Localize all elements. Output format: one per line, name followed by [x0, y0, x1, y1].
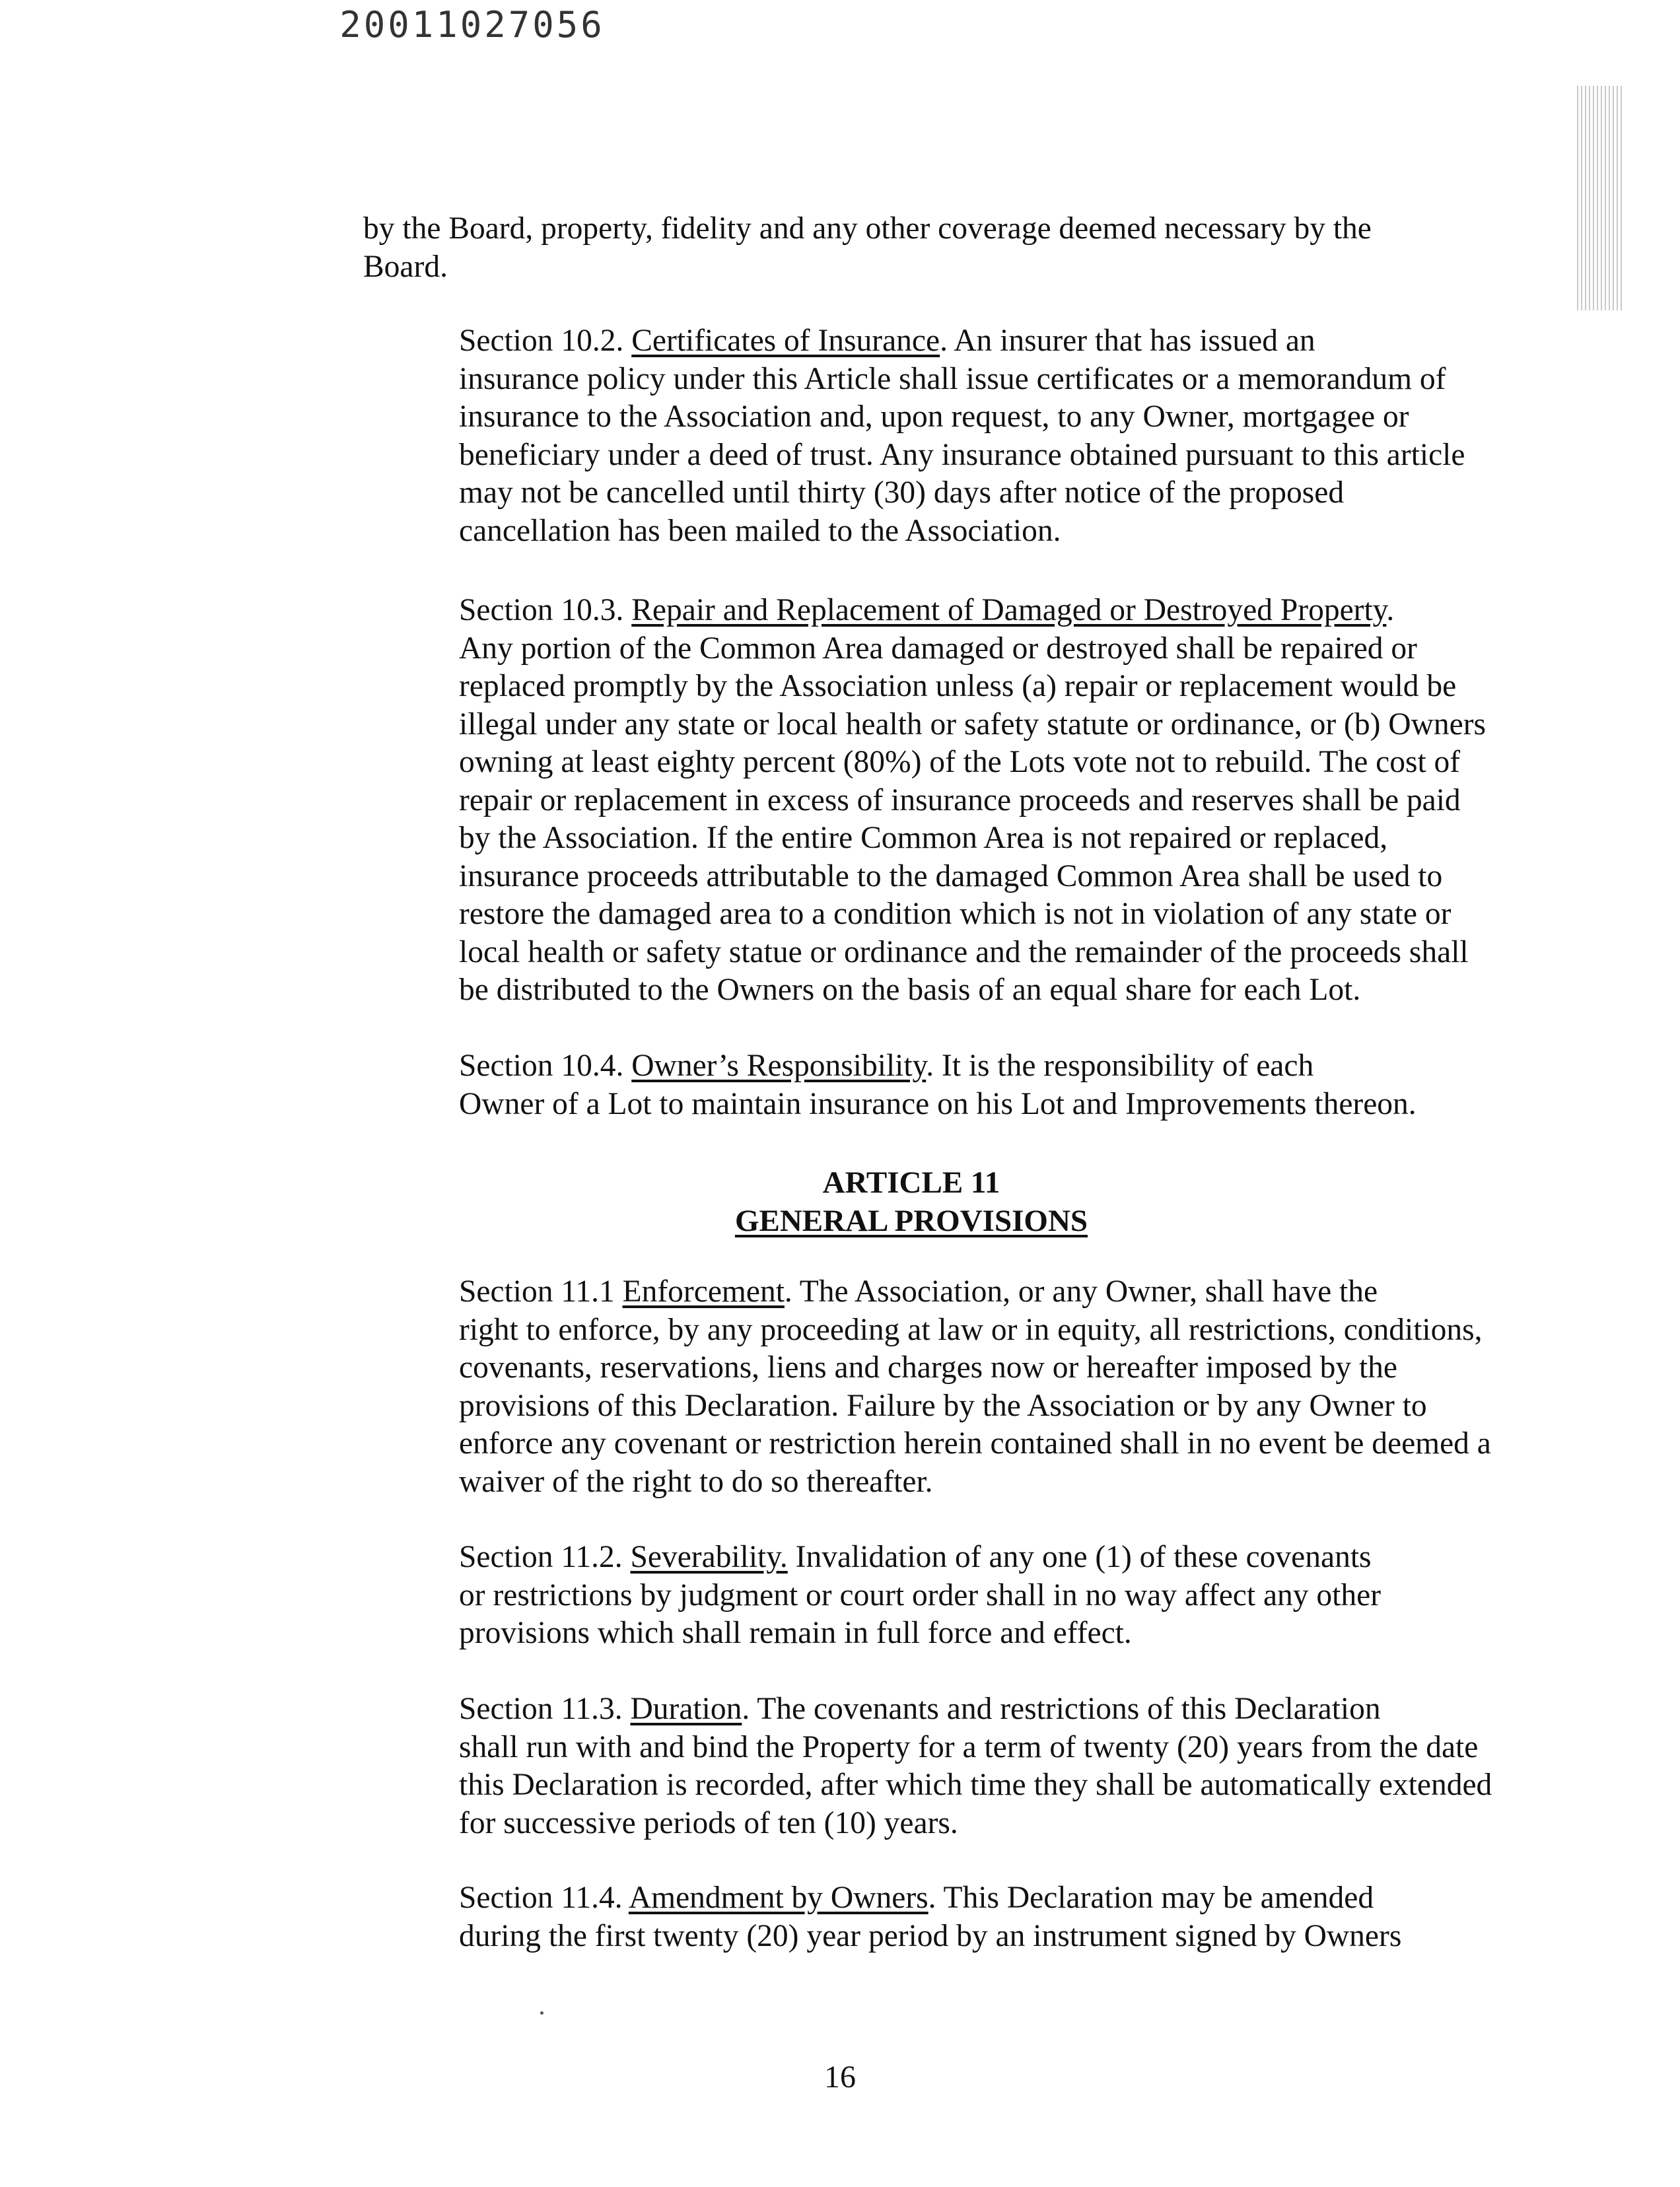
document-recording-number: 20011027056	[339, 4, 605, 46]
article-11-heading	[363, 1163, 1459, 1240]
article-title: GENERAL PROVISIONS	[734, 1204, 1088, 1238]
section-heading: Duration	[630, 1692, 742, 1726]
scan-artifact	[1577, 86, 1623, 310]
section-11-4	[363, 1879, 1555, 1955]
article-number: ARTICLE 11	[822, 1165, 1000, 1200]
section-number: Section 11.1	[459, 1274, 623, 1309]
section-heading: Severability.	[630, 1540, 788, 1574]
section-heading: Enforcement	[622, 1274, 785, 1309]
section-body: Invalidation of any one (1) of these covenants or restrictions by judgment or court order shall in no way affect any other provisions which shall remain in full force and effect.	[459, 1540, 1382, 1650]
section-10-3	[363, 592, 1555, 1010]
section-number: Section 11.2.	[459, 1540, 631, 1574]
section-10-4	[363, 1047, 1555, 1123]
section-body: . Any portion of the Common Area damaged or destroyed shall be repaired or replaced promptly by the Association unless (a) repair or replacement would be illegal under any state or local health or safety statute or ordinance, or (b) Owners owning at least eighty percent (80%) of the Lots vote not to rebuild. The cost of repair or replacement in excess of insurance proceeds and reserves shall be paid by the Association. If the entire Common Area is not repaired or replaced, insurance proceeds attributable to the damaged Common Area shall be used to restore the damaged area to a condition which is not in violation of any state or local health or safety statue or ordinance and the remainder of the proceeds shall be distributed to the Owners on the basis of an equal share for each Lot.	[459, 593, 1487, 1007]
section-10-2	[363, 322, 1555, 550]
section-11-1	[363, 1273, 1555, 1501]
section-11-2	[363, 1539, 1555, 1653]
section-heading: Certificates of Insurance	[631, 324, 940, 358]
section-body: . The covenants and restrictions of this Declaration shall run with and bind the Property for a term of twenty (20) years from the date this Declaration is recorded, after which time they shall be automatically extended for successive periods of ten (10) years.	[459, 1692, 1492, 1840]
section-number: Section 10.2.	[459, 324, 632, 358]
section-body: . It is the responsibility of each Owner of a Lot to maintain insurance on his Lot and Improvements thereon.	[459, 1049, 1417, 1121]
page-number: 16	[824, 2060, 856, 2095]
scan-speck	[540, 2011, 543, 2015]
section-heading: Owner’s Responsibility	[631, 1049, 927, 1083]
paragraph-continuation: by the Board, property, fidelity and any other coverage deemed necessary by the Board.	[363, 211, 1372, 284]
section-11-3	[363, 1690, 1555, 1842]
section-body: . This Declaration may be amended during the first twenty (20) year period by an instrument signed by Owners	[459, 1881, 1402, 1953]
section-body: . An insurer that has issued an insurance policy under this Article shall issue certificates or a memorandum of insurance to the Association and, upon request, to any Owner, mortgagee or beneficiary under a deed of trust. Any insurance obtained pursuant to this article may not be cancelled until thirty (30) days after notice of the proposed cancellation has been mailed to the Association.	[459, 324, 1465, 548]
section-heading: Repair and Replacement of Damaged or Destroyed Property	[631, 593, 1387, 627]
section-heading: Amendment by Owners	[628, 1881, 928, 1915]
section-number: Section 10.3.	[459, 593, 632, 627]
section-number: Section 11.4.	[459, 1881, 629, 1915]
section-body: . The Association, or any Owner, shall have the right to enforce, by any proceeding at law or in equity, all restrictions, conditions, covenants, reservations, liens and charges now or hereafter imposed by the provisions of this Declaration. Failure by the Association or by any Owner to enforce any covenant or restriction herein contained shall in no event be deemed a waiver of the right to do so thereafter.	[459, 1274, 1491, 1499]
section-number: Section 10.4.	[459, 1049, 632, 1083]
section-number: Section 11.3.	[459, 1692, 631, 1726]
